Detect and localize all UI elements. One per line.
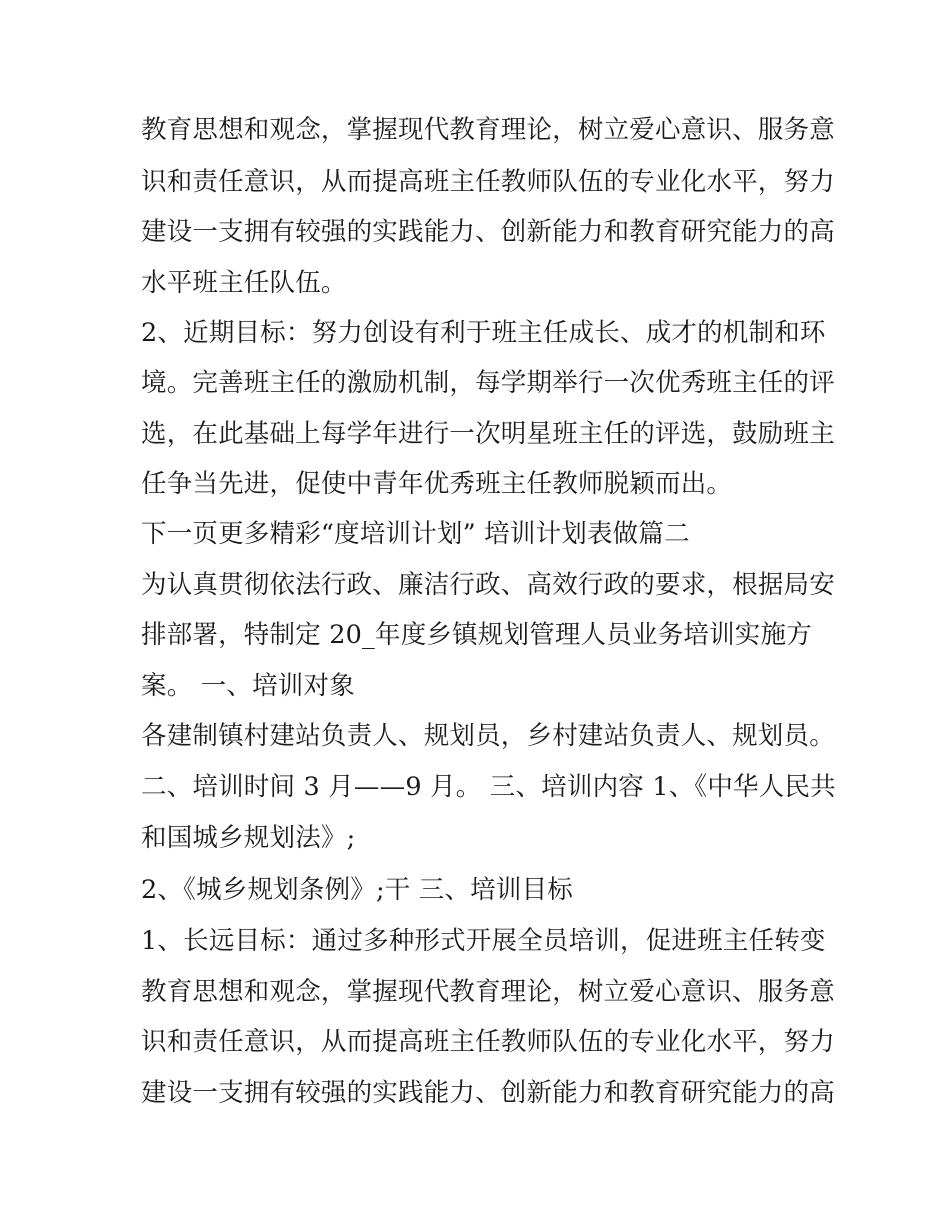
text-line: 选，在此基础上每学年进行一次明星班主任的评选，鼓励班主 (141, 419, 835, 449)
text-line: 教育思想和观念，掌握现代教育理论，树立爱心意识、服务意 (141, 977, 835, 1007)
text-line: 2、近期目标：努力创设有利于班主任成长、成才的机制和环 (141, 318, 826, 348)
text-line: 下一页更多精彩“度培训计划” 培训计划表做篇二 (141, 519, 690, 549)
text-line: 教育思想和观念，掌握现代教育理论，树立爱心意识、服务意 (141, 115, 835, 145)
text-line: 各建制镇村建站负责人、规划员，乡村建站负责人、规划员。 (141, 721, 835, 751)
text-line: 2、《城乡规划条例》;干 三、培训目标 (141, 875, 573, 905)
text-line: 任争当先进，促使中青年优秀班主任教师脱颖而出。 (141, 469, 733, 499)
text-line: 二、培训时间 3 月——9 月。 三、培训内容 1、《中华人民共 (141, 772, 836, 802)
text-line: 和国城乡规划法》; (141, 823, 356, 853)
text-line: 为认真贯彻依法行政、廉洁行政、高效行政的要求，根据局安 (141, 570, 835, 600)
text-line: 建设一支拥有较强的实践能力、创新能力和教育研究能力的高 (141, 1078, 835, 1108)
text-line: 案。 一、培训对象 (141, 671, 355, 701)
text-line: 境。完善班主任的激励机制，每学期举行一次优秀班主任的评 (141, 368, 835, 398)
text-line: 建设一支拥有较强的实践能力、创新能力和教育研究能力的高 (141, 217, 835, 247)
text-line: 排部署，特制定 20_年度乡镇规划管理人员业务培训实施方 (141, 620, 812, 650)
text-line: 识和责任意识，从而提高班主任教师队伍的专业化水平，努力 (141, 167, 835, 197)
text-line: 1、长远目标：通过多种形式开展全员培训，促进班主任转变 (141, 926, 826, 956)
text-line: 水平班主任队伍。 (141, 268, 347, 298)
text-line: 识和责任意识，从而提高班主任教师队伍的专业化水平，努力 (141, 1027, 835, 1057)
